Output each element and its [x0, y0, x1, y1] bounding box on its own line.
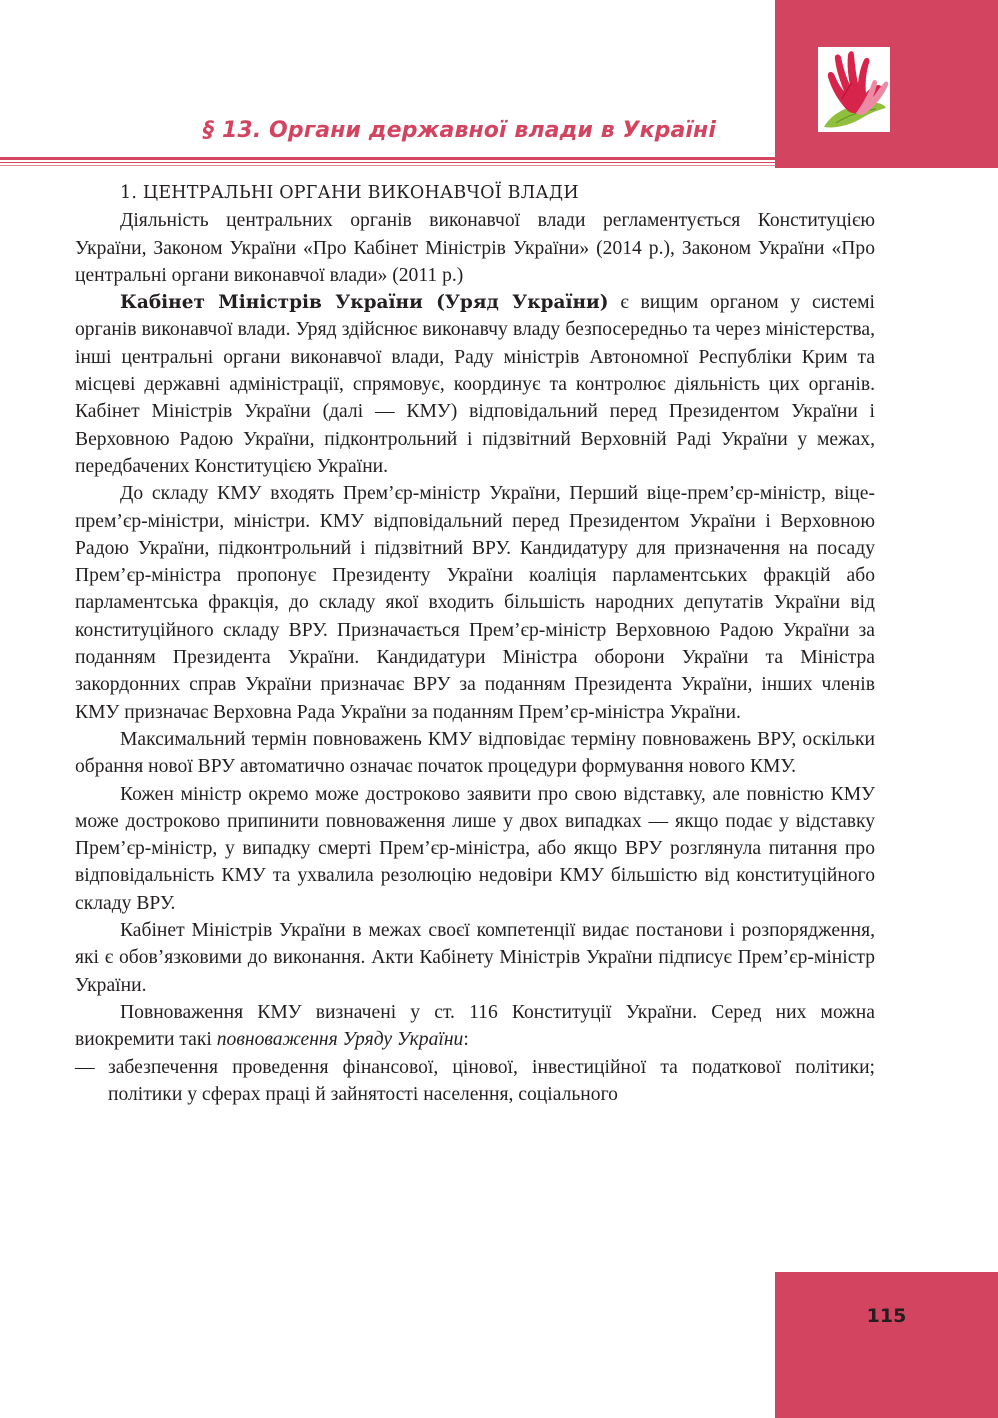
header-rule [0, 157, 775, 160]
paragraph: Кожен міністр окремо може достроково заявити про свою відставку, але повністю КМУ може достроково припинити повноваження лише у двох випадках — якщо подає у відставку Прем’єр-міністр, у випадку смерті Прем’єр-міністра, або якщо ВРУ розглянула питання про відповідальність КМУ та ухвалила резолюцію недовіри КМУ більшістю від конституційного складу ВРУ. [75, 783, 875, 914]
paragraph-text: : [463, 1029, 469, 1051]
page-header-title: § 13. Органи державної влади в Україні [203, 118, 716, 143]
hands-logo-icon [818, 47, 890, 132]
page-number: 115 [866, 1305, 907, 1327]
bold-term: Кабінет Міністрів України (Уряд України) [120, 292, 609, 314]
paragraph-text: Повноваження КМУ визначені у ст. 116 Конституції України. Серед них можна виокремити такі [75, 1001, 875, 1051]
paragraph-text: є вищим органом у системі органів виконавчої влади. Уряд здійснює виконавчу владу безпосередньо та через міністерства, інші центральні органи виконавчої влади, Раду міністрів Автономної Республіки Крим та місцеві державні адміністрації, спрямовує, координує та контролює діяльність цих органів. Кабінет Міністрів України (далі — КМУ) відповідальний перед Президентом України і Верховною Радою України, підконтрольний і підзвітний Верховній Раді України у межах, передбачених Конституцією України. [75, 292, 876, 477]
powers-list [75, 1054, 875, 1109]
paragraph: До складу КМУ входять Прем’єр-міністр України, Перший віце-прем’єр-міністр, віце-прем’єр-міністри, міністри. КМУ відповідальний перед Президентом України і Верховною Радою України, підконтрольний і підзвітний ВРУ. Кандидатуру для призначення на посаду Прем’єр-міністра пропонує Президенту України коаліція парламентських фракцій або парламентська фракція, до складу якої входить більшість народних депутатів України від конституційного складу ВРУ. Призначається Прем’єр-міністр Верховною Радою України за поданням Президента України. Кандидатури Міністра оборони України та Міністра закордонних справ України призначає ВРУ за поданням Президента України, інших членів КМУ призначає Верховна Рада України за поданням Прем’єр-міністра України. [75, 483, 875, 723]
paragraph [75, 999, 875, 1054]
header-rule [0, 162, 775, 163]
page-content [75, 180, 875, 1108]
paragraph: Кабінет Міністрів України в межах своєї компетенції видає постанови і розпорядження, які є обов’язковими до виконання. Акти Кабінету Міністрів України підписує Прем’єр-міністр України. [75, 920, 875, 996]
paragraph [75, 289, 875, 480]
list-item [75, 1054, 875, 1109]
header-rule [0, 165, 775, 166]
paragraph: Максимальний термін повноважень КМУ відповідає терміну повноважень ВРУ, оскільки обрання нової ВРУ автоматично означає початок процедури формування нового КМУ. [75, 728, 875, 778]
section-heading: 1. ЦЕНТРАЛЬНІ ОРГАНИ ВИКОНАВЧОЇ ВЛАДИ [120, 183, 579, 203]
list-item-text: забезпечення проведення фінансової, цінової, інвестиційної та податкової політики; політики у сферах праці й зайнятості населення, соціального [108, 1056, 875, 1105]
paragraph: Діяльність центральних органів виконавчої влади регламентується Конституцією України, Законом України «Про Кабінет Міністрів України» (2014 р.), Законом України «Про центральні органи виконавчої влади» (2011 р.) [75, 210, 875, 286]
footer-color-tab [775, 1272, 998, 1418]
italic-term: повноваження Уряду України [216, 1029, 464, 1051]
list-dash: — [75, 1056, 95, 1078]
